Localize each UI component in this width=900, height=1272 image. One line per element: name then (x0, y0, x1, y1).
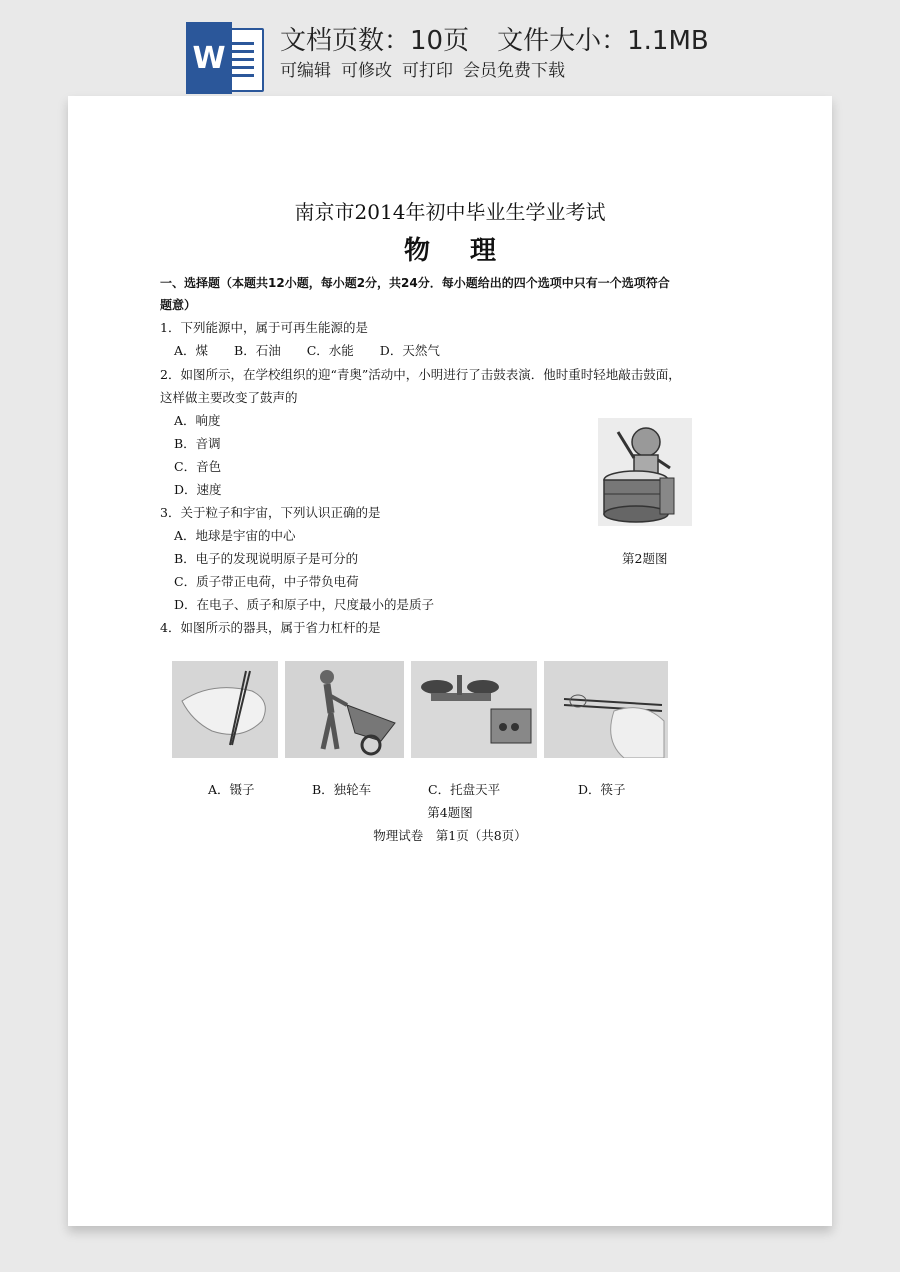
q1-option-a: A．煤 (174, 343, 209, 358)
q2-stem-cont: 这样做主要改变了鼓声的 (160, 390, 298, 405)
document-page (68, 96, 832, 1226)
q2-option-d: D．速度 (174, 482, 222, 497)
q3-stem: 3．关于粒子和宇宙，下列认识正确的是 (160, 505, 381, 520)
q1-option-b: B．石油 (234, 343, 281, 358)
page-footer: 物理试卷 第1页（共8页） (373, 828, 527, 843)
q3-option-b: B．电子的发现说明原子是可分的 (174, 551, 359, 566)
q1-option-c: C．水能 (306, 343, 354, 358)
q2-option-a: A．响度 (174, 413, 221, 428)
subject-title: 物理 (403, 236, 536, 266)
feature-member-download: 会员免费下载 (463, 61, 565, 81)
file-size: 文件大小：1.1MB (497, 26, 709, 56)
q1-stem: 1．下列能源中，属于可再生能源的是 (160, 320, 368, 335)
tweezers-figure (172, 661, 278, 758)
banner-features (280, 56, 575, 81)
section-heading: 一、选择题（本题共12小题，每小题2分，共24分．每小题给出的四个选项中只有一个选项符合 (160, 276, 670, 290)
drummer-figure (598, 418, 692, 526)
balance-scale-figure (411, 661, 537, 758)
q2-stem: 2．如图所示，在学校组织的迎“青奥”活动中，小明进行了击鼓表演．他时重时轻地敲击鼓面， (160, 367, 681, 382)
feature-editable: 可编辑 (280, 61, 331, 81)
q2-option-b: B．音调 (174, 436, 221, 451)
download-banner (0, 0, 900, 96)
word-document-icon: W (186, 22, 264, 94)
exam-title: 南京市2014年初中毕业生学业考试 (294, 200, 606, 224)
q1-option-d: D．天然气 (379, 343, 440, 358)
q4-figure-caption: 第4题图 (427, 805, 473, 820)
q2-option-c: C．音色 (174, 459, 222, 474)
section-heading-cont: 题意） (160, 298, 197, 312)
q1-options (174, 343, 466, 359)
q3-option-c: C．质子带正电荷，中子带负电荷 (174, 574, 359, 589)
page-count: 文档页数：10页 (280, 26, 470, 56)
feature-printable: 可打印 (402, 61, 453, 81)
chopsticks-figure (544, 661, 668, 758)
q2-figure-caption: 第2题图 (622, 551, 668, 566)
q4-stem: 4．如图所示的器具，属于省力杠杆的是 (160, 620, 381, 635)
q4-label-d: D．筷子 (578, 782, 626, 797)
q4-label-c: C．托盘天平 (428, 782, 501, 797)
q4-label-b: B．独轮车 (312, 782, 372, 797)
feature-modifiable: 可修改 (341, 61, 392, 81)
banner-title (280, 20, 737, 57)
q3-option-d: D．在电子、质子和原子中，尺度最小的是质子 (174, 597, 435, 612)
q3-option-a: A．地球是宇宙的中心 (174, 528, 296, 543)
q4-label-a: A．镊子 (208, 782, 255, 797)
wheelbarrow-figure (285, 661, 404, 758)
